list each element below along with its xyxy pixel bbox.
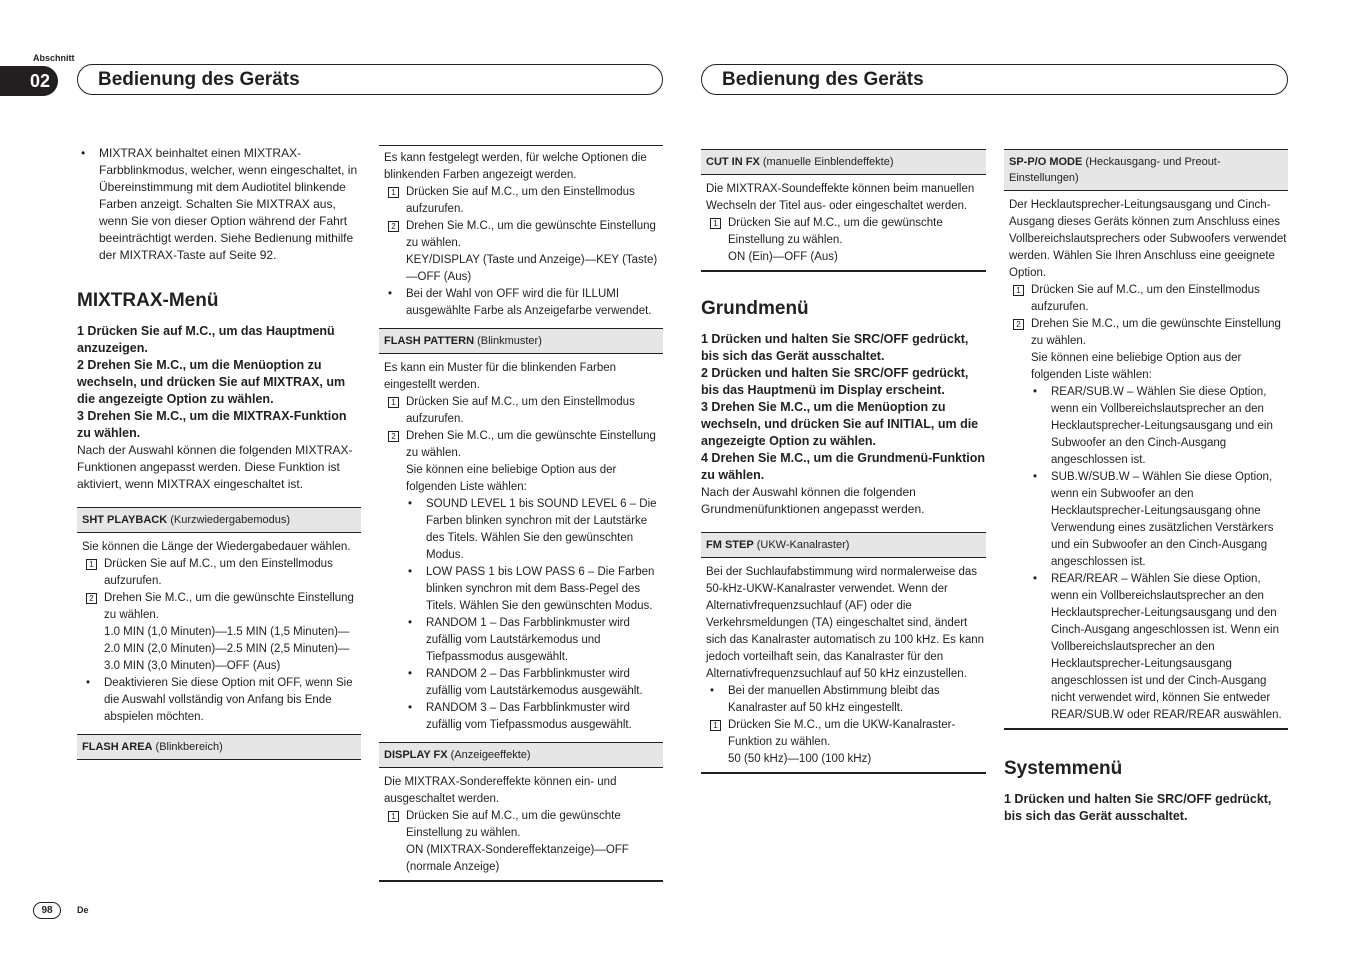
option-box-flash-pattern <box>379 328 663 354</box>
option-box-fm-step <box>701 532 986 558</box>
option-box-flash-area <box>77 734 361 760</box>
sht-step-1: 1 Drücken Sie auf M.C., um den Einstellmodus aufzurufen. <box>82 556 361 590</box>
fp-option-random-3: • RANDOM 3 – Das Farbblinkmuster wird zufällig vom Tiefpassmodus ausgewählt. <box>384 700 663 734</box>
fp-option-random-1: • RANDOM 1 – Das Farbblinkmuster wird zufällig vom Lautstärkemodus und Tiefpassmodus ausgewählt. <box>384 615 663 666</box>
sht-step-2: 2 Drehen Sie M.C., um die gewünschte Einstellung zu wählen. <box>82 590 361 624</box>
cut-intro: Die MIXTRAX-Soundeffekte können beim manuellen Wechseln der Titel aus- oder eingeschaltet werden. <box>706 183 975 212</box>
fp-option-random-2: • RANDOM 2 – Das Farbblinkmuster wird zufällig vom Lautstärkemodus ausgewählt. <box>384 666 663 700</box>
df-step-1: 1 Drücken Sie auf M.C., um die gewünschte Einstellung zu wählen. <box>384 808 663 842</box>
step-text: Drehen Sie M.C., um die gewünschte Einstellung zu wählen. <box>104 592 354 621</box>
step-text: Drücken Sie auf M.C., um den Einstellmodus aufzurufen. <box>1031 284 1260 313</box>
step-text: Drücken Sie auf M.C., um die gewünschte Einstellung zu wählen. <box>728 217 943 246</box>
fp-option-sound-level: • SOUND LEVEL 1 bis SOUND LEVEL 6 – Die Farben blinken synchron mit der Lautstärke des Titels. Wählen Sie den gewünschten Modus. <box>384 496 663 564</box>
page-header-right: Bedienung des Geräts <box>701 64 1288 95</box>
sp-list-intro: Sie können eine beliebige Option aus der folgenden Liste wählen: <box>1031 352 1242 381</box>
sp-option-subw-subw: • SUB.W/SUB.W – Wählen Sie diese Option, wenn ein Subwoofer an den Hecklautsprecher-Leitungsausgang ohne Verwendung eines zusätzlichen Verstärkers und ein Subwoofer an den Cinch-Ausgang angeschlossen ist. <box>1009 469 1288 571</box>
heading-grundmenu: Grundmenü <box>701 298 809 319</box>
step-text: Drehen Sie M.C., um die gewünschte Einstellung zu wählen. <box>406 220 656 249</box>
flash-area-content <box>379 145 663 320</box>
heading-systemmenu: Systemmenü <box>1004 758 1123 779</box>
column-1 <box>77 145 361 766</box>
option-name: DISPLAY FX <box>384 749 448 761</box>
step-text: Drücken Sie auf M.C., um den Einstellmodus aufzurufen. <box>406 186 635 215</box>
instruction-step-1: 1 Drücken und halten Sie SRC/OFF gedrückt, bis sich das Gerät ausschaltet. <box>701 332 969 363</box>
option-name: CUT IN FX <box>706 156 760 168</box>
option-desc: (Kurzwiedergabemodus) <box>167 514 291 526</box>
sp-option-rear-subw: • REAR/SUB.W – Wählen Sie diese Option, wenn ein Vollbereichslautsprecher an den Hecklautsprecher-Leitungsausgang und ein Subwoofer an den Cinch-Ausgang angeschlossen ist. <box>1009 384 1288 469</box>
step-text: Drücken Sie M.C., um die UKW-Kanalraster-Funktion zu wählen. <box>728 719 956 748</box>
sp-option-rear-rear: • REAR/REAR – Wählen Sie diese Option, wenn ein Vollbereichslautsprecher an den Hecklautsprecher-Leitungsausgang und den Cinch-Ausgang angeschlossen ist. Wenn ein Vollbereichslautsprecher an den Hecklautsprecher-Leitungsausgang angeschlossen ist und der Cinch-Ausgang nicht verwendet wird, können Sie entweder REAR/SUB.W oder REAR/REAR auswählen. <box>1009 571 1288 724</box>
page-number: 98 <box>33 902 61 919</box>
instruction-step-3: 3 Drehen Sie M.C., um die Menüoption zu wechseln, und drücken Sie auf INITIAL, um die angezeigte Option zu wählen. <box>701 400 979 448</box>
language-code: De <box>77 905 89 915</box>
mixtrax-intro-bullet: • MIXTRAX beinhaltet einen MIXTRAX-Farbblinkmodus, welcher, wenn eingeschaltet, in Übereinstimmung mit dem Audiotitel blinkende Farben anzeigt. Schalten Sie MIXTRAX aus, wenn Sie von dieser Option während der Fahrt beeinträchtigt werden. Siehe Bedienung mithilfe der MIXTRAX-Taste auf Seite 92. <box>77 145 361 264</box>
option-box-sht-playback <box>77 507 361 533</box>
step-text: Drehen Sie M.C., um die gewünschte Einstellung zu wählen. <box>406 430 656 459</box>
option-box-sp-po-mode <box>1004 149 1288 191</box>
fp-list-intro: Sie können eine beliebige Option aus der folgenden Liste wählen: <box>406 464 617 493</box>
cut-step-1: 1 Drücken Sie auf M.C., um die gewünschte Einstellung zu wählen. <box>706 215 986 249</box>
fa-bullet: • Bei der Wahl von OFF wird die für ILLUMI ausgewählte Farbe als Anzeigefarbe verwendet. <box>384 286 663 320</box>
fa-values: KEY/DISPLAY (Taste und Anzeige)—KEY (Taste)—OFF (Aus) <box>406 254 658 283</box>
column-3 <box>701 145 986 774</box>
sht-intro: Sie können die Länge der Wiedergabedauer wählen. <box>82 541 351 553</box>
page-header-left: Bedienung des Geräts <box>77 64 663 95</box>
option-box-cut-in-fx <box>701 149 986 175</box>
instruction-step-2: 2 Drücken und halten Sie SRC/OFF gedrückt, bis das Hauptmenü im Display erscheint. <box>701 366 969 397</box>
fa-intro: Es kann festgelegt werden, für welche Optionen die blinkenden Farben angezeigt werden. <box>384 152 647 181</box>
option-box-display-fx <box>379 742 663 768</box>
option-desc: (manuelle Einblendeffekte) <box>759 156 894 168</box>
option-name: FM STEP <box>706 539 754 551</box>
option-desc: (Blinkmuster) <box>474 335 542 347</box>
instruction-step-3: 3 Drehen Sie M.C., um die MIXTRAX-Funktion zu wählen. <box>77 409 347 440</box>
df-values: ON (MIXTRAX-Sondereffektanzeige)—OFF (normale Anzeige) <box>406 844 629 873</box>
step-4-description: Nach der Auswahl können die folgenden Grundmenüfunktionen angepasst werden. <box>701 485 925 516</box>
option-name: SHT PLAYBACK <box>82 514 168 526</box>
instruction-step-1: 1 Drücken und halten Sie SRC/OFF gedrückt, bis sich das Gerät ausschaltet. <box>1004 792 1272 823</box>
option-desc: (Heckausgang- und Preout-Einstellungen) <box>1009 156 1221 184</box>
option-desc: (UKW-Kanalraster) <box>753 539 850 551</box>
step-text: Drehen Sie M.C., um die gewünschte Einstellung zu wählen. <box>1031 318 1281 347</box>
fa-step-2: 2 Drehen Sie M.C., um die gewünschte Einstellung zu wählen. <box>384 218 663 252</box>
option-name: FLASH PATTERN <box>384 335 475 347</box>
fa-step-1: 1 Drücken Sie auf M.C., um den Einstellmodus aufzurufen. <box>384 184 663 218</box>
instruction-step-2: 2 Drehen Sie M.C., um die Menüoption zu wechseln, und drücken Sie auf MIXTRAX, um die angezeigte Option zu wählen. <box>77 358 346 406</box>
step-3-description: Nach der Auswahl können die folgenden MIXTRAX-Funktionen angepasst werden. Diese Funktion ist aktiviert, wenn MIXTRAX eingeschaltet ist. <box>77 443 353 491</box>
step-text: Drücken Sie auf M.C., um den Einstellmodus aufzurufen. <box>104 558 333 587</box>
sp-intro: Der Hecklautsprecher-Leitungsausgang und Cinch-Ausgang dieses Geräts können zum Anschluss eines Vollbereichslautsprechers oder Subwoofers verwendet werden. Wählen Sie Ihren Anschluss eine geeignete Option. <box>1009 199 1287 279</box>
section-label: Abschnitt <box>33 53 75 63</box>
df-intro: Die MIXTRAX-Sondereffekte können ein- und ausgeschaltet werden. <box>384 776 617 805</box>
instruction-step-1: 1 Drücken Sie auf M.C., um das Hauptmenü anzuzeigen. <box>77 324 335 355</box>
fm-intro: Bei der Suchlaufabstimmung wird normalerweise das 50-kHz-UKW-Kanalraster verwendet. Wenn der Alternativfrequenzsuchlauf (AF) oder die Verkehrsmeldungen (TA) eingeschaltet sind, ändert sich das Kanalraster automatisch zu 100 kHz. Es kann jedoch vorteilhaft sein, das Kanalraster für den Alternativfrequenzsuchlauf auf 50 kHz einzustellen. <box>706 566 985 680</box>
section-number-tab: 02 <box>0 66 58 96</box>
sht-bullet: • Deaktivieren Sie diese Option mit OFF, wenn Sie die Auswahl vollständig von Anfang bis Ende abspielen möchten. <box>82 675 361 726</box>
fp-step-1: 1 Drücken Sie auf M.C., um den Einstellmodus aufzurufen. <box>384 394 663 428</box>
option-desc: (Blinkbereich) <box>152 741 223 753</box>
sht-values: 1.0 MIN (1,0 Minuten)—1.5 MIN (1,5 Minuten)—2.0 MIN (2,0 Minuten)—2.5 MIN (2,5 Minuten)—3.0 MIN (3,0 Minuten)—OFF (Aus) <box>104 626 350 672</box>
sp-step-1: 1 Drücken Sie auf M.C., um den Einstellmodus aufzurufen. <box>1009 282 1288 316</box>
column-2 <box>379 145 663 882</box>
fm-step-1: 1 Drücken Sie M.C., um die UKW-Kanalraster-Funktion zu wählen. <box>706 717 986 751</box>
sp-step-2: 2 Drehen Sie M.C., um die gewünschte Einstellung zu wählen. <box>1009 316 1288 350</box>
fm-bullet: • Bei der manuellen Abstimmung bleibt das Kanalraster auf 50 kHz eingestellt. <box>706 683 986 717</box>
option-desc: (Anzeigeeffekte) <box>447 749 531 761</box>
column-4 <box>1004 145 1288 825</box>
option-name: FLASH AREA <box>82 741 153 753</box>
option-name: SP-P/O MODE <box>1009 156 1083 168</box>
step-text: Drücken Sie auf M.C., um den Einstellmodus aufzurufen. <box>406 396 635 425</box>
cut-values: ON (Ein)—OFF (Aus) <box>728 251 838 263</box>
fp-option-low-pass: • LOW PASS 1 bis LOW PASS 6 – Die Farben blinken synchron mit dem Bass-Pegel des Titels. Wählen Sie den gewünschten Modus. <box>384 564 663 615</box>
instruction-step-4: 4 Drehen Sie M.C., um die Grundmenü-Funktion zu wählen. <box>701 451 986 482</box>
fp-step-2: 2 Drehen Sie M.C., um die gewünschte Einstellung zu wählen. <box>384 428 663 462</box>
heading-mixtrax-menu: MIXTRAX-Menü <box>77 290 219 311</box>
fp-intro: Es kann ein Muster für die blinkenden Farben eingestellt werden. <box>384 362 617 391</box>
step-text: Drücken Sie auf M.C., um die gewünschte Einstellung zu wählen. <box>406 810 621 839</box>
fm-values: 50 (50 kHz)—100 (100 kHz) <box>728 753 872 765</box>
